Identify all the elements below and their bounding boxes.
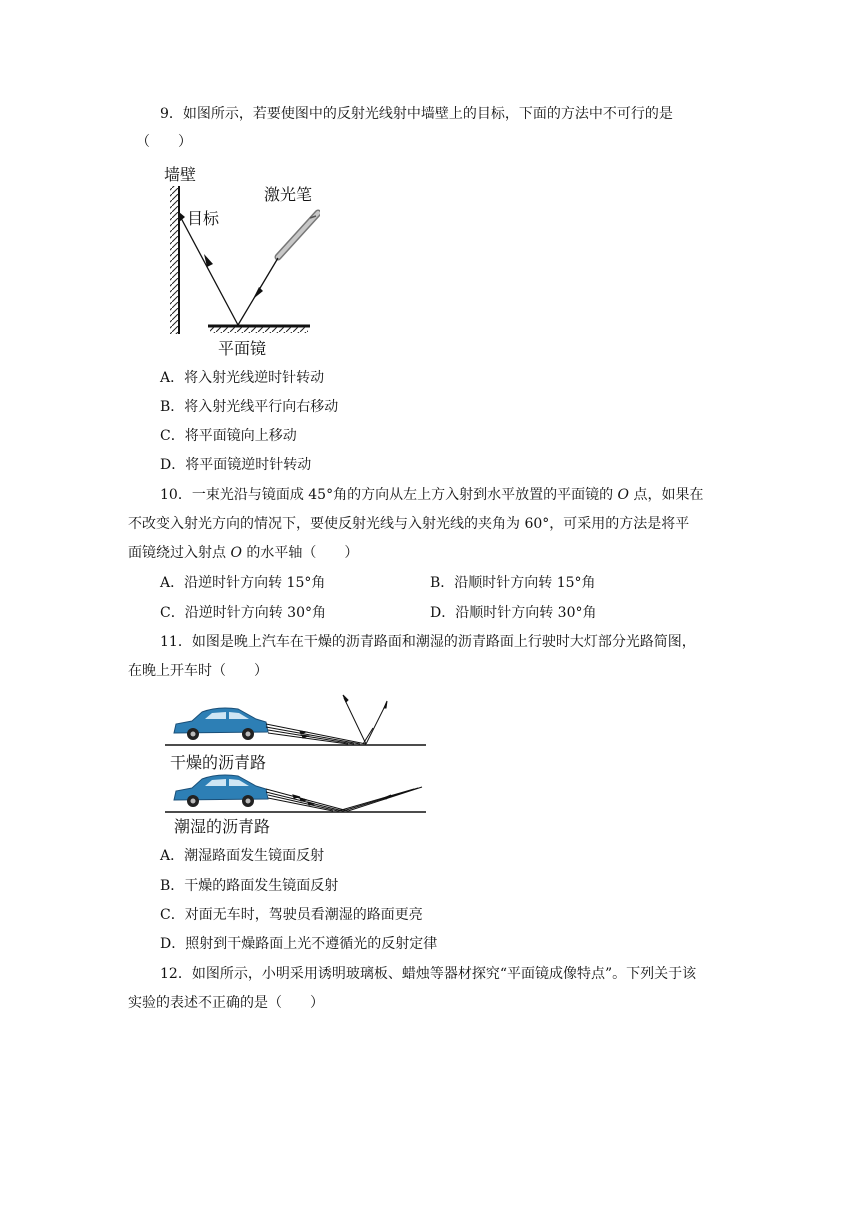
q9-figure <box>160 158 320 358</box>
wet-road-label: 潮湿的沥青路 <box>174 817 271 836</box>
plane-mirror <box>208 326 310 333</box>
q11-stem-line2: 在晚上开车时（ ） <box>128 663 268 679</box>
car-icon <box>174 775 268 807</box>
q9-option-c: C．将平面镜向上移动 <box>160 428 297 444</box>
q9-option-d: D．将平面镜逆时针转动 <box>160 457 312 473</box>
q11-option-a: A．潮湿路面发生镜面反射 <box>160 848 325 864</box>
q10-stem-line1: 10．一束光沿与镜面成 45°角的方向从左上方入射到水平放置的平面镜的 O 点，如果在 <box>160 487 704 503</box>
reflected-ray <box>181 218 238 325</box>
q9-option-b: B．将入射光线平行向右移动 <box>160 399 339 415</box>
dry-road-light-rays <box>266 695 387 744</box>
wall-label: 墙壁 <box>164 165 197 184</box>
q11-option-d: D．照射到干燥路面上光不遵循光的反射定律 <box>160 936 438 952</box>
q10-stem-line3: 面镜绕过入射点 O 的水平轴（ ） <box>128 545 359 561</box>
laser-label: 激光笔 <box>264 185 313 204</box>
q10-option-c: C．沿逆时针方向转 30°角 <box>160 605 326 621</box>
q9-stem: 9．如图所示，若要使图中的反射光线射中墙壁上的目标，下面的方法中不可行的是 <box>160 106 673 122</box>
target-label: 目标 <box>187 209 220 228</box>
incident-ray <box>238 258 278 325</box>
q10-option-d: D．沿顺时针方向转 30°角 <box>430 605 597 621</box>
q12-stem-line1: 12．如图所示，小明采用诱明玻璃板、蜡烛等器材探究“平面镜成像特点”。下列关于该 <box>160 966 697 982</box>
car-icon <box>174 708 268 740</box>
mirror-label: 平面镜 <box>218 339 267 358</box>
wet-road-light-rays <box>266 787 422 811</box>
wall <box>170 186 179 334</box>
q10-option-b: B．沿顺时针方向转 15°角 <box>430 575 596 591</box>
q12-stem-line2: 实验的表述不正确的是（ ） <box>128 995 324 1011</box>
q11-option-c: C．对面无车时，驾驶员看潮湿的路面更亮 <box>160 907 423 923</box>
q9-option-a: A．将入射光线逆时针转动 <box>160 370 325 386</box>
q10-stem-line2: 不改变入射光方向的情况下，要使反射光线与入射光线的夹角为 60°，可采用的方法是将平 <box>128 516 690 532</box>
laser-pen-icon <box>278 213 318 257</box>
q9-answer-paren: （ ） <box>136 134 192 150</box>
q11-option-b: B．干燥的路面发生镜面反射 <box>160 878 339 894</box>
q10-option-a: A．沿逆时针方向转 15°角 <box>160 575 326 591</box>
q11-figure <box>160 690 430 838</box>
q11-stem-line1: 11．如图是晚上汽车在干燥的沥青路面和潮湿的沥青路面上行驶时大灯部分光路简图， <box>160 634 696 650</box>
dry-road-label: 干燥的沥青路 <box>170 753 267 772</box>
